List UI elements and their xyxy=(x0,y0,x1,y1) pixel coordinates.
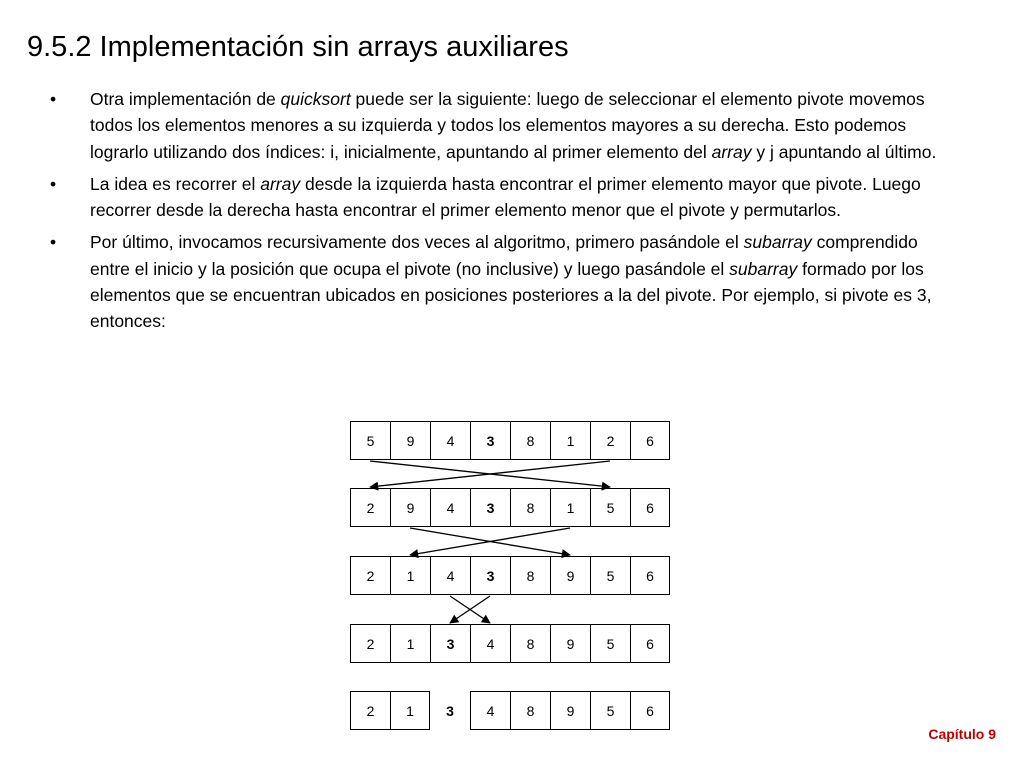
array-cell: 6 xyxy=(630,421,670,460)
slide-title: 9.5.2 Implementación sin arrays auxiliares xyxy=(27,31,569,63)
array-cell: 2 xyxy=(350,691,390,730)
pivote-cell: 3 xyxy=(446,702,454,719)
bullet-dot-icon: • xyxy=(50,173,57,194)
array-cell: 2 xyxy=(350,488,390,527)
bullet-italic-term: subarray xyxy=(729,258,798,279)
bullet-italic-term: array xyxy=(260,173,301,194)
array-cell: 2 xyxy=(350,556,390,595)
array-cell: 8 xyxy=(510,488,550,527)
array-cell: 6 xyxy=(630,488,670,527)
array-cell: 4 xyxy=(470,691,510,730)
array-cell: 1 xyxy=(550,488,590,527)
array-cell: 6 xyxy=(630,691,670,730)
array-cell: 8 xyxy=(510,556,550,595)
array-cell: 8 xyxy=(510,421,550,460)
bullet-italic-term: array xyxy=(711,141,752,162)
array-cell: 9 xyxy=(550,556,590,595)
array-cell: 6 xyxy=(630,556,670,595)
array-cell: 8 xyxy=(510,691,550,730)
array-cell: 1 xyxy=(390,556,430,595)
pivote-cell: 3 xyxy=(470,556,510,595)
bullet-italic-term: subarray xyxy=(743,232,812,253)
array-cell: 4 xyxy=(430,556,470,595)
array-cell: 8 xyxy=(510,624,550,663)
array-cell: 4 xyxy=(470,624,510,663)
array-cell: 9 xyxy=(550,624,590,663)
bullet-dot-icon: • xyxy=(50,232,57,253)
array-cell: 5 xyxy=(590,556,630,595)
array-cell: 4 xyxy=(430,421,470,460)
array-cell: 9 xyxy=(390,421,430,460)
bullet-italic-term: quicksort xyxy=(280,89,351,109)
bullet-text: Otra implementación de xyxy=(90,89,281,109)
pivote-cell: 3 xyxy=(470,488,510,527)
array-cell: 5 xyxy=(350,421,390,460)
array-cell: 9 xyxy=(550,691,590,730)
array-cell: 4 xyxy=(430,488,470,527)
bullet-text: La idea es recorrer el xyxy=(90,173,261,194)
array-cell: 1 xyxy=(390,624,430,663)
bullet-text: desde la izquierda hasta encontrar el primer elemento mayor que pivote. Luego recorrer desde la derecha hasta encontrar el primer elemento menor que el pivote y permutarlos. xyxy=(90,173,921,221)
pivote-cell: 3 xyxy=(470,421,510,460)
bullet-text: formado por los elementos que se encuentran ubicados en posiciones posteriores a la del pivote. Por ejemplo, si pivote es 3, entonces: xyxy=(90,258,932,332)
bullet-text: y j apuntando al último. xyxy=(751,141,937,162)
chapter-footer: Capítulo 9 xyxy=(928,726,996,742)
bullet-text: puede ser la siguiente: luego de seleccionar el elemento pivote movemos todos los elementos menores a su izquierda y todos los elementos mayores a su derecha. Esto podemos lograrlo utilizando dos índices: i, inicialmente, apuntando al primer elemento del xyxy=(90,89,925,162)
array-cell: 5 xyxy=(590,691,630,730)
array-cell: 1 xyxy=(390,691,430,730)
array-cell: 1 xyxy=(550,421,590,460)
bullet-text: Por último, invocamos recursivamente dos veces al algoritmo, primero pasándole el xyxy=(90,232,744,253)
bullet-text: comprendido entre el inicio y la posición que ocupa el pivote (no inclusive) y luego pasándole el xyxy=(90,232,918,279)
array-cell: 2 xyxy=(590,421,630,460)
array-cell: 9 xyxy=(390,488,430,527)
bullet-dot-icon: • xyxy=(50,89,57,109)
array-cell: 5 xyxy=(590,624,630,663)
array-cell: 6 xyxy=(630,624,670,663)
pivote-cell: 3 xyxy=(430,624,470,663)
array-cell: 5 xyxy=(590,488,630,527)
array-cell: 2 xyxy=(350,624,390,663)
